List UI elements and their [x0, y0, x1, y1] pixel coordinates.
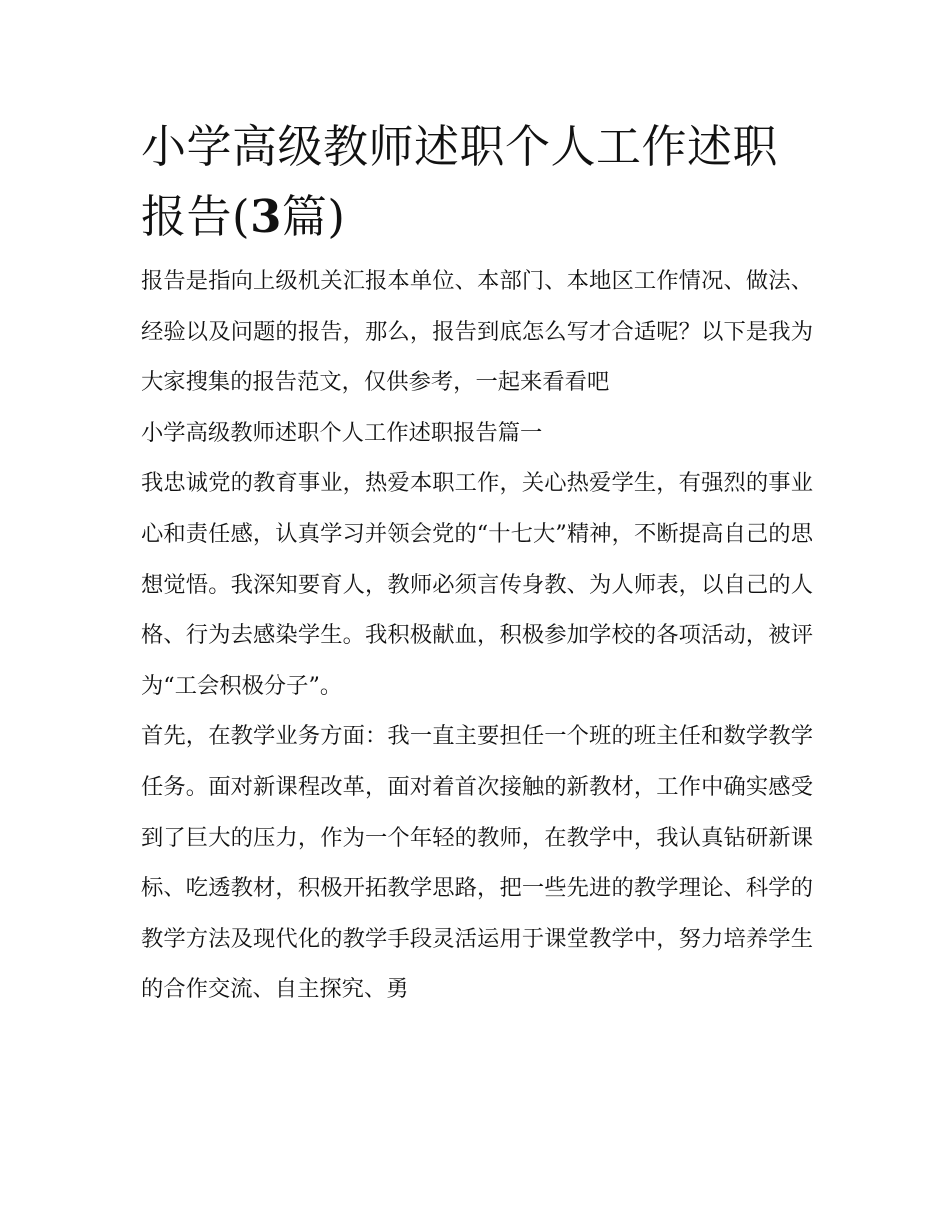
title-text-part2: 篇) — [281, 190, 346, 243]
section-heading: 小学高级教师述职个人工作述职报告篇一 — [141, 419, 543, 446]
body-paragraph-1: 我忠诚党的教育事业，热爱本职工作，关心热爱学生，有强烈的事业心和责任感，认真学习并领会党的“十七大”精神，不断提高自己的思想觉悟。我深知要育人，教师必须言传身教、为人师表，以自己的人格、行为去感染学生。我积极献血，积极参加学校的各项活动，被评为“工会积极分子”。 — [141, 470, 813, 699]
title-text-part1: 小学高级教师述职个人工作述职报告( — [141, 120, 779, 243]
document-title — [141, 112, 813, 252]
title-number: 3 — [250, 190, 282, 243]
body-paragraph-2: 首先，在教学业务方面：我一直主要担任一个班的班主任和数学教学任务。面对新课程改革，面对着首次接触的新教材，工作中确实感受到了巨大的压力，作为一个年轻的教师，在教学中，我认真钻研新课标、吃透教材，积极开拓教学思路，把一些先进的教学理论、科学的教学方法及现代化的教学手段灵活运用于课堂教学中，努力培养学生的合作交流、自主探究、勇 — [141, 723, 813, 1003]
document-page — [141, 112, 813, 1015]
intro-paragraph: 报告是指向上级机关汇报本单位、本部门、本地区工作情况、做法、经验以及问题的报告，那么，报告到底怎么写才合适呢？以下是我为大家搜集的报告范文，仅供参考，一起来看看吧 — [141, 268, 813, 396]
